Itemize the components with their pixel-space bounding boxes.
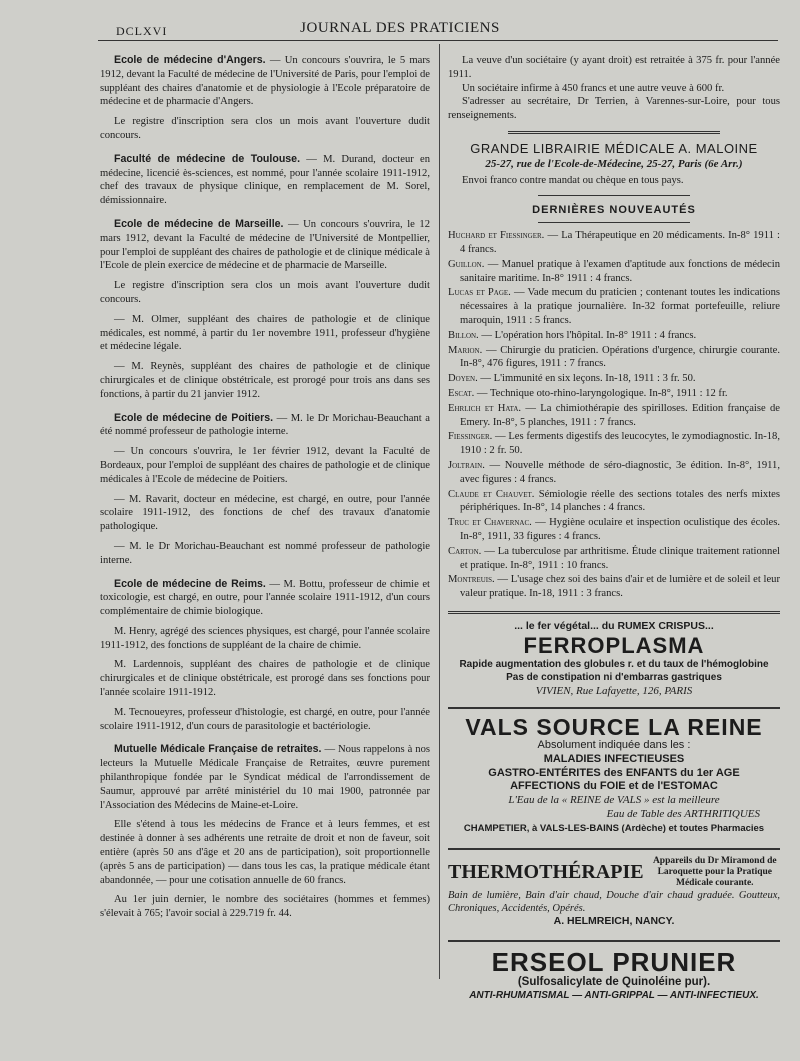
book-author: Huchard et Fiessinger. xyxy=(448,230,545,242)
book-author: Lucas et Page. xyxy=(448,287,511,299)
library-note: Envoi franco contre mandat ou chèque en tous pays. xyxy=(462,174,684,186)
book-author: Joltrain. xyxy=(448,459,485,471)
book-author: Doyen. xyxy=(448,373,478,385)
book-entry xyxy=(448,573,780,601)
book-entry xyxy=(448,516,780,544)
book-author: Marion. xyxy=(448,344,483,356)
news-paragraph xyxy=(100,818,430,887)
book-title: — L'immunité en six leçons. In-18, 1911 : 3 fr. 50. xyxy=(477,373,696,385)
news-paragraph xyxy=(100,658,430,699)
book-author: Guillon. xyxy=(448,258,485,270)
news-text: — Un concours s'ouvrira, le 5 mars 1912, devant la Faculté de médecine de l'Université de Paris, pour l'emploi de suppléant des chaires d'anatomie et de physiologie à l'Ecole préparatoire de médecine et de pharmacie d'Angers. xyxy=(100,55,430,108)
book-author: Claude et Chauvet. xyxy=(448,488,535,500)
book-title: — L'opération hors l'hôpital. In-8° 1911 : 4 francs. xyxy=(478,329,697,341)
news-paragraph xyxy=(100,706,430,734)
erseol-line2: ANTI-RHUMATISMAL — ANTI-GRIPPAL — ANTI-INFECTIEUX. xyxy=(469,990,759,1002)
erseol-line1: (Sulfosalicylate de Quinoléine pur). xyxy=(517,975,711,988)
news-paragraph xyxy=(100,279,430,307)
book-entry xyxy=(448,387,780,401)
news-heading: Ecole de médecine d'Angers. xyxy=(114,54,266,66)
mutuelle-paragraph: La veuve d'un sociétaire (y ayant droit) est retraitée à 375 fr. pour l'année 1911. xyxy=(448,55,780,80)
thermo-name: THERMOTHÉRAPIE xyxy=(448,860,644,883)
vals-line3: GASTRO-ENTÉRITES des ENFANTS du 1er AGE xyxy=(488,766,740,779)
page-header xyxy=(0,0,800,38)
news-heading: Ecole de médecine de Reims. xyxy=(114,577,266,590)
vals-line7: CHAMPETIER, à VALS-LES-BAINS (Ardèche) et toutes Pharmacies xyxy=(463,822,765,834)
mutuelle-paragraph: S'adresser au secrétaire, Dr Terrien, à Varennes-sur-Loire, pour tous renseignements. xyxy=(448,96,780,122)
news-text: Elle s'étend à tous les médecins de France et à leurs femmes, et est destinée à donner à ses adhérents une retraite de droit et non de faveur, soit entière (après 50 ans d'âge et 20 ans de participation), soit proportionnelle (après 5 ans de participation) — dans tous les cas, la pratique médicale étant abandonnée, — pour une cotisation annuelle de 60 francs. xyxy=(100,819,430,886)
book-author: Fiessinger. xyxy=(448,431,493,443)
book-title: — Vade mecum du praticien ; contenant toutes les indications nécessaires à la pratique journalière. In-32 format portefeuille, reliure maroquin, 1911 : 5 francs. xyxy=(460,287,780,326)
news-text: — M. Durand, docteur en médecine, licencié ès-sciences, est nommé, pour l'année scolaire 1911-1912, chef des travaux de physique clinique, en remplacement de M. Sorel, démissionnaire. xyxy=(100,153,430,207)
ferroplasma-line1: Rapide augmentation des globules r. et du taux de l'hémoglobine xyxy=(459,658,769,670)
vals-line4: AFFECTIONS du FOIE et de l'ESTOMAC xyxy=(510,780,718,793)
news-paragraph xyxy=(100,893,430,921)
ferroplasma-line2: Pas de constipation ni d'embarras gastriques xyxy=(506,672,722,684)
news-item xyxy=(100,218,430,273)
book-title: Sémiologie réelle des sections totales des nerfs mixtes périphériques. In-8°, 14 planches : 4 francs. xyxy=(460,488,781,514)
book-entry xyxy=(448,459,780,487)
news-paragraph xyxy=(100,540,430,568)
ferroplasma-name: FERROPLASMA xyxy=(523,632,705,658)
book-author: Escat. xyxy=(448,387,475,399)
news-item xyxy=(100,578,430,619)
ferroplasma-address: VIVIEN, Rue Lafayette, 126, PARIS xyxy=(535,685,693,698)
vals-line2: MALADIES INFECTIEUSES xyxy=(543,752,685,765)
news-heading: Faculté de médecine de Toulouse. xyxy=(114,152,301,165)
divider xyxy=(448,611,780,614)
thermo-side: Appareils du Dr Miramond de Laroquette pour la Pratique Médicale courante. xyxy=(652,855,777,888)
vals-ad xyxy=(448,707,780,842)
news-text: Le registre d'inscription sera clos un mois avant l'ouverture dudit concours. xyxy=(100,116,430,141)
news-paragraph xyxy=(100,445,430,486)
news-item xyxy=(100,54,430,109)
book-title: — Technique oto-rhino-laryngologique. In-8°, 1911 : 12 fr. xyxy=(474,387,728,399)
book-entry xyxy=(448,372,780,386)
news-paragraph xyxy=(100,625,430,653)
book-title: — Hygiène oculaire et inspection oculistique des écoles. In-8°, 1911, 33 figures : 4 francs. xyxy=(460,517,780,542)
mutuelle-continuation xyxy=(448,54,780,123)
book-author: Billon. xyxy=(448,329,479,341)
news-text: — M. Olmer, suppléant des chaires de pathologie et de clinique médicales, est nommé, à partir du 1er novembre 1911, professeur d'hygiène et médecine légale. xyxy=(100,313,430,353)
news-item xyxy=(100,412,430,440)
news-heading: Ecole de médecine de Marseille. xyxy=(114,217,284,230)
divider xyxy=(538,195,690,196)
news-text: — Nous rappelons à nos lecteurs la Mutuelle Médicale Française de Retraites, œuvre purement philanthropique fondée par le Syndicat médical de l'arrondissement de Saumur, approuvé par arrêté ministériel du 10 mai 1900, patronnée par l'Association des Médecins de Maine-et-Loire. xyxy=(100,744,430,811)
book-author: Carton. xyxy=(448,545,482,557)
news-text: — M. Bottu, professeur de chimie et toxicologie, est chargé, en outre, pour l'année scolaire 1911-1912, d'un cours complémentaire de chimie biologique. xyxy=(100,578,430,618)
ferroplasma-tag: ... le fer végétal... du RUMEX CRISPUS... xyxy=(514,619,714,632)
thermo-line1: Bain de lumière, Bain d'air chaud, Douche d'air chaud graduée. Goutteux, Chroniques, Accidentés, Opérés. xyxy=(448,889,780,914)
news-item xyxy=(100,743,430,812)
book-entry xyxy=(448,258,780,286)
divider xyxy=(508,131,720,134)
book-title: — Nouvelle méthode de séro-diagnostic, 3e édition. In-8°, 1911, avec figures : 4 francs. xyxy=(460,459,780,485)
vals-name: VALS SOURCE LA REINE xyxy=(465,714,763,741)
vals-line5: L'Eau de la « REINE de VALS » est la meilleure xyxy=(508,794,720,807)
book-entry xyxy=(448,430,780,458)
page-number: DCLXVI xyxy=(116,24,168,38)
book-title: — L'usage chez soi des bains d'air et de lumière et de soleil et leur valeur pratique. In-18, 1911 : 3 francs. xyxy=(460,574,780,600)
book-title: — Les ferments digestifs des leucocytes, le zymodiagnostic. In-18, 1910 : 2 fr. 50. xyxy=(460,431,780,457)
news-heading: Mutuelle Médicale Française de retraites. xyxy=(114,743,322,756)
mutuelle-paragraph: Un sociétaire infirme à 450 francs et une autre veuve à 600 fr. xyxy=(462,82,725,94)
news-text: Le registre d'inscription sera clos un mois avant l'ouverture dudit concours. xyxy=(100,280,430,305)
left-column xyxy=(100,54,430,927)
column-divider xyxy=(439,44,440,979)
news-text: M. Tecnoueyres, professeur d'histologie, est chargé, en outre, pour l'année scolaire 1911-1912, d'un cours de parasitologie et bactériologie. xyxy=(100,706,430,732)
header-rule xyxy=(98,40,778,41)
book-author: Ehrlich et Hata. xyxy=(448,402,522,414)
news-text: — Un concours s'ouvrira, le 1er février 1912, devant la Faculté de Bordeaux, pour l'emploi de suppléant des chaires de pathologie et de clinique médicales à l'Ecole de médecine de Poitiers. xyxy=(100,446,430,485)
news-text: — Un concours s'ouvrira, le 12 mars 1912, devant la Faculté de médecine de l'Université de Montpellier, pour l'emploi de suppléant des chaires de pathologie et de clinique médicale à l'Ecole de plein exercice de médecine et de pharmacie de Marseille. xyxy=(100,218,430,272)
book-title: — Manuel pratique à l'examen d'aptitude aux fonctions de médecin sanitaire maritime. In-8° 1911 : 4 francs. xyxy=(460,258,780,284)
book-entry xyxy=(448,545,780,573)
erseol-name: ERSEOL PRUNIER xyxy=(491,946,737,977)
book-entry xyxy=(448,344,780,372)
news-text: — M. Ravarit, docteur en médecine, est chargé, en outre, pour l'année scolaire 1911-1912, des fonctions de chef des travaux d'anatomie pathologique. xyxy=(100,493,430,533)
news-paragraph xyxy=(100,360,430,401)
erseol-ad xyxy=(448,940,780,1010)
book-entry xyxy=(448,402,780,430)
right-column xyxy=(448,54,780,1009)
book-title: — La chimiothérapie des spirilloses. Edition française de Emery. In-8°, 5 planches, 1911 : 7 francs. xyxy=(460,402,780,428)
book-author: Montreuis. xyxy=(448,574,495,586)
library-name: GRANDE LIBRAIRIE MÉDICALE A. MALOINE xyxy=(470,140,758,156)
news-paragraph xyxy=(100,313,430,354)
book-entry xyxy=(448,229,780,257)
book-title: — La Thérapeutique en 20 médicaments. In-8° 1911 : 4 francs. xyxy=(460,230,780,255)
news-text: — M. Reynès, suppléant des chaires de pathologie et de clinique chirurgicales et de clinique obstétricale, est prorogé pour trois ans dans ses fonctions, à partir du 21 janvier 1912. xyxy=(100,361,430,400)
news-paragraph xyxy=(100,115,430,143)
ferroplasma-ad xyxy=(448,620,780,699)
nouveautes-title: DERNIÈRES NOUVEAUTÉS xyxy=(532,204,696,217)
news-text: — M. le Dr Morichau-Beauchant a été nommé professeur de pathologie interne. xyxy=(100,412,430,438)
divider xyxy=(538,222,690,223)
book-entry xyxy=(448,488,780,516)
journal-title: JOURNAL DES PRATICIENS xyxy=(300,20,500,36)
book-title: — La tuberculose par arthritisme. Étude clinique traitement rationnel et pratique. In-8°, 1911 : 10 francs. xyxy=(460,545,780,571)
book-list xyxy=(448,229,780,601)
news-text: M. Lardennois, suppléant des chaires de pathologie et de clinique chirurgicales et de clinique obstétricale, est prorogé dans ses fonctions pour l'année scolaire 1911-1912. xyxy=(100,659,430,699)
news-text: M. Henry, agrégé des sciences physiques, est chargé, pour l'année scolaire 1911-1912, des fonctions de suppléant de la chaire de chimie. xyxy=(100,625,430,651)
book-title: — Chirurgie du praticien. Opérations d'urgence, chirurgie courante. In-8°, 476 figures, 1911 : 7 francs. xyxy=(460,344,780,370)
book-entry xyxy=(448,286,780,327)
news-text: Au 1er juin dernier, le nombre des sociétaires (hommes et femmes) s'élevait à 765; l'avoir social à 229.719 fr. 44. xyxy=(100,894,430,920)
vals-line6: Eau de Table des ARTHRITIQUES xyxy=(606,808,760,821)
library-address: 25-27, rue de l'Ecole-de-Médecine, 25-27, Paris (6e Arr.) xyxy=(485,157,743,170)
book-author: Truc et Chavernac. xyxy=(448,517,532,529)
thermo-line2: A. HELMREICH, NANCY. xyxy=(553,914,675,927)
news-text: — M. le Dr Morichau-Beauchant est nommé professeur de pathologie interne. xyxy=(100,540,430,566)
book-entry xyxy=(448,329,780,343)
news-item xyxy=(100,153,430,208)
news-heading: Ecole de médecine de Poitiers. xyxy=(114,411,274,424)
thermotherapie-ad xyxy=(448,848,780,934)
vals-line1: Absolument indiquée dans les : xyxy=(537,739,691,752)
news-paragraph xyxy=(100,493,430,534)
